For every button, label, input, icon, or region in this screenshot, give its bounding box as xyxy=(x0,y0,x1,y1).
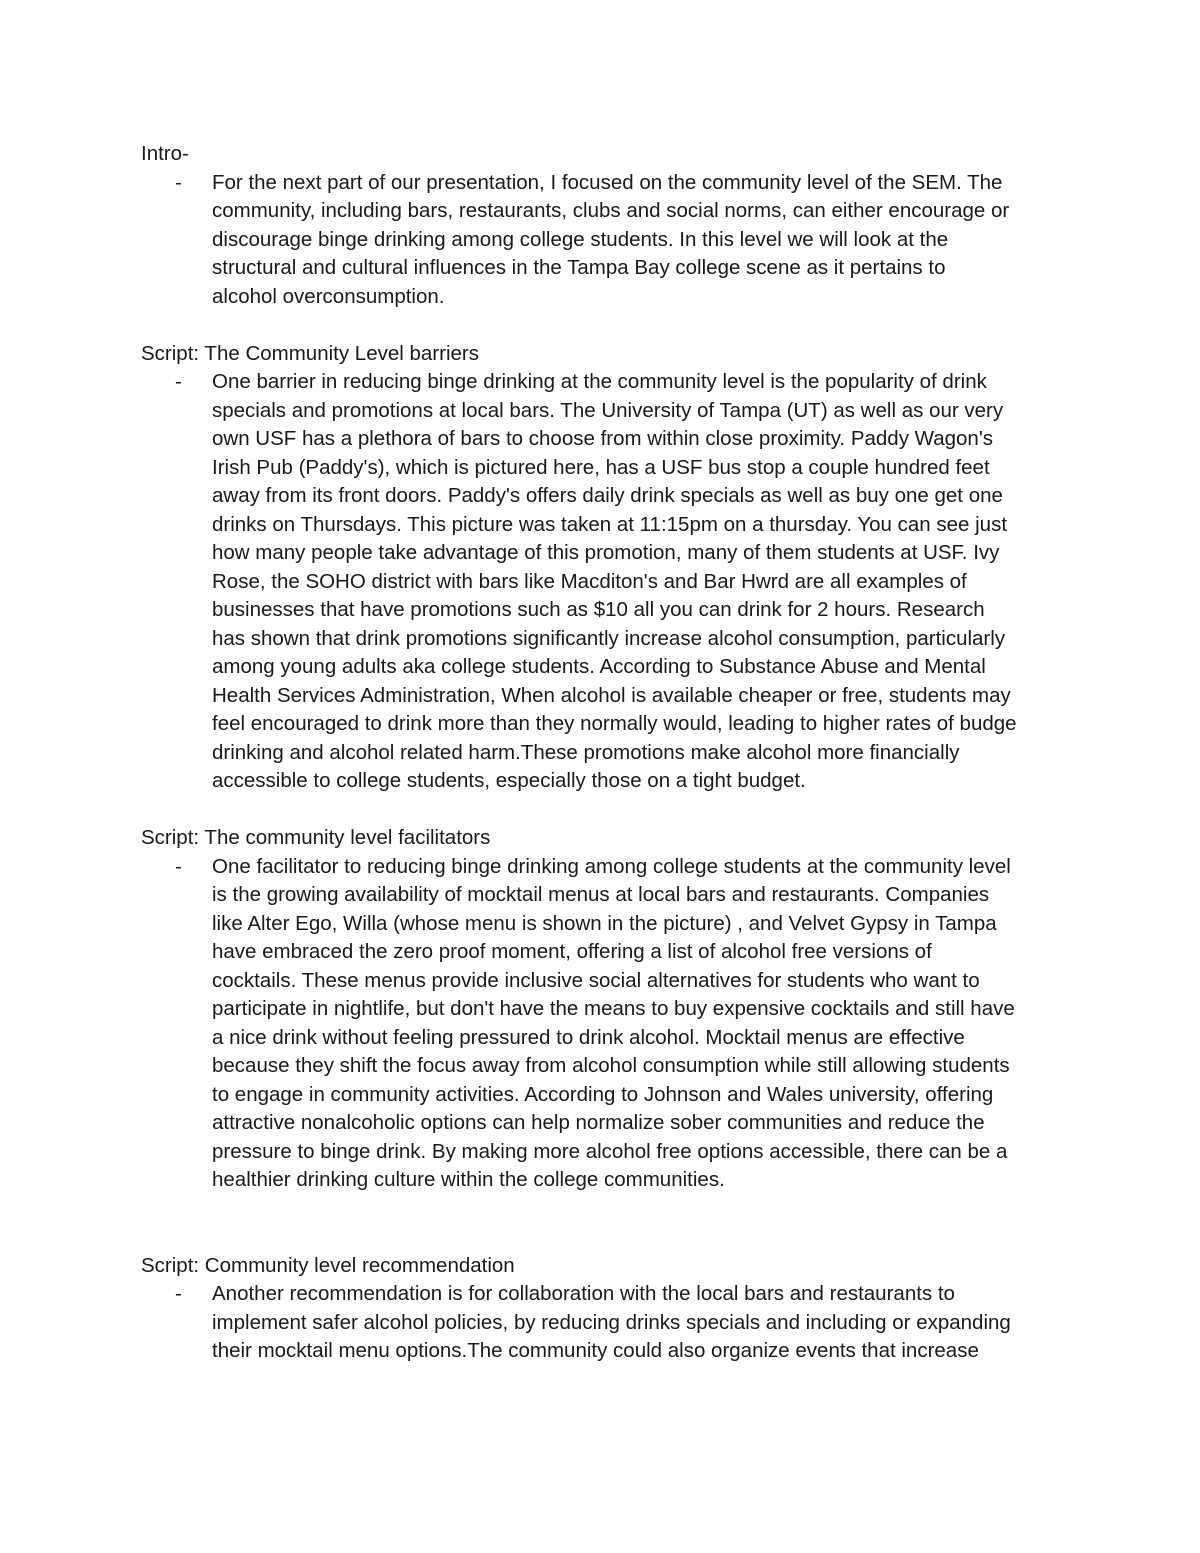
section-recommendation xyxy=(141,1252,1071,1366)
bullet-item xyxy=(141,853,1071,1195)
text-line: One facilitator to reducing binge drinking among college students at the community level xyxy=(212,854,1011,878)
text-line: cocktails. These menus provide inclusive social alternatives for students who want to xyxy=(212,968,980,992)
text-line: feel encouraged to drink more than they normally would, leading to higher rates of budge xyxy=(212,712,1017,735)
text-line: accessible to college students, especially those on a tight budget. xyxy=(212,769,806,792)
text-line: drinking and alcohol related harm.These promotions make alcohol more financially xyxy=(212,740,960,764)
text-line: drinks on Thursdays. This picture was taken at 11:15pm on a thursday. You can see just xyxy=(212,512,1008,536)
text-line: pressure to binge drink. By making more alcohol free options accessible, there can be a xyxy=(212,1139,1008,1163)
text-line: own USF has a plethora of bars to choose from within close proximity. Paddy Wagon's xyxy=(212,427,993,450)
text-line: discourage binge drinking among college students. In this level we will look at the xyxy=(212,227,949,251)
text-line: a nice drink without feeling pressured to drink alcohol. Mocktail menus are effective xyxy=(212,1025,965,1049)
text-line: healthier drinking culture within the college communities. xyxy=(212,1168,725,1191)
text-line: away from its front doors. Paddy's offers daily drink specials as well as buy one get one xyxy=(212,484,1003,507)
text-line: For the next part of our presentation, I focused on the community level of the SEM. The xyxy=(212,170,1003,194)
text-line: Rose, the SOHO district with bars like Macditon's and Bar Hwrd are all examples of xyxy=(212,569,967,593)
bullet-dash: - xyxy=(175,170,182,194)
text-line: implement safer alcohol policies, by reducing drinks specials and including or expanding xyxy=(212,1310,1011,1334)
text-line: among young adults aka college students. According to Substance Abuse and Mental xyxy=(212,655,986,678)
text-line: has shown that drink promotions significantly increase alcohol consumption, particularly xyxy=(212,626,1006,650)
text-line: One barrier in reducing binge drinking at the community level is the popularity of drink xyxy=(212,370,987,393)
document-body xyxy=(141,140,1071,1366)
text-line: have embraced the zero proof moment, offering a list of alcohol free versions of xyxy=(212,940,932,963)
bullet-item xyxy=(141,1280,1071,1366)
section-heading: Script: The community level facilitators xyxy=(141,826,491,849)
text-line: community, including bars, restaurants, clubs and social norms, can either encourage or xyxy=(212,199,1010,222)
section-barriers xyxy=(141,340,1071,796)
text-line: is the growing availability of mocktail menus at local bars and restaurants. Companies xyxy=(212,883,990,906)
bullet-dash: - xyxy=(175,370,182,393)
section-heading: Script: The Community Level barriers xyxy=(141,341,479,365)
section-facilitators xyxy=(141,824,1071,1195)
text-line: attractive nonalcoholic options can help normalize sober communities and reduce the xyxy=(212,1111,985,1134)
bullet-dash: - xyxy=(175,1282,182,1305)
text-line: like Alter Ego, Willa (whose menu is shown in the picture) , and Velvet Gypsy in Tampa xyxy=(212,911,997,935)
text-line: their mocktail menu options.The community could also organize events that increase xyxy=(212,1339,979,1362)
text-line: because they shift the focus away from alcohol consumption while still allowing students xyxy=(212,1054,1010,1077)
section-intro xyxy=(141,140,1071,311)
text-line: businesses that have promotions such as $10 all you can drink for 2 hours. Research xyxy=(212,598,985,621)
text-line: specials and promotions at local bars. The University of Tampa (UT) as well as our very xyxy=(212,398,1004,422)
text-line: participate in nightlife, but don't have the means to buy expensive cocktails and still have xyxy=(212,997,1015,1020)
bullet-dash: - xyxy=(175,854,182,878)
text-line: alcohol overconsumption. xyxy=(212,284,445,308)
text-line: how many people take advantage of this promotion, many of them students at USF. Ivy xyxy=(212,541,1000,564)
text-line: structural and cultural influences in the Tampa Bay college scene as it pertains to xyxy=(212,256,946,279)
text-line: Irish Pub (Paddy's), which is pictured here, has a USF bus stop a couple hundred feet xyxy=(212,455,990,479)
section-heading: Intro- xyxy=(141,142,189,165)
bullet-item xyxy=(141,169,1071,312)
text-line: Health Services Administration, When alcohol is available cheaper or free, students may xyxy=(212,683,1011,707)
bullet-item xyxy=(141,368,1071,796)
text-line: to engage in community activities. According to Johnson and Wales university, offering xyxy=(212,1082,994,1106)
text-line: Another recommendation is for collaboration with the local bars and restaurants to xyxy=(212,1282,955,1305)
section-heading: Script: Community level recommendation xyxy=(141,1253,515,1277)
